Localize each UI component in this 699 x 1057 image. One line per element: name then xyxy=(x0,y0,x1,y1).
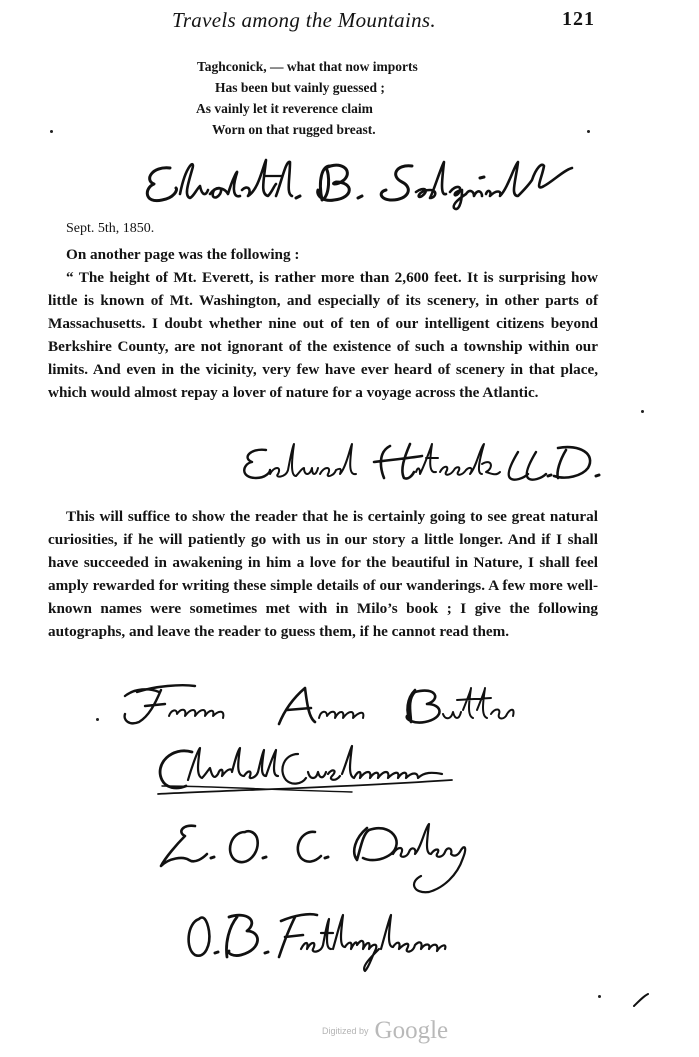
signature-hitchcock xyxy=(240,438,605,488)
scan-speck xyxy=(50,130,53,133)
scan-speck xyxy=(598,995,601,998)
ink-mark xyxy=(632,990,652,1010)
closing-paragraph xyxy=(48,505,598,643)
intro-line: On another page was the following : xyxy=(66,246,300,263)
poem-line: Taghconick, — what that now imports xyxy=(197,59,418,74)
scan-speck xyxy=(96,718,99,721)
signature-sedgwick xyxy=(140,150,580,210)
signature-cushman xyxy=(152,740,472,810)
poem-line: Worn on that rugged breast. xyxy=(212,122,376,137)
google-logo: Google xyxy=(374,1017,449,1044)
quotation-paragraph: “ The height of Mt. Everett, is rather more than 2,600 feet. It is surprising how little is known of Mt. Washington, and especially of its scenery, in other parts of Massachusetts. I doubt whether nine out of ten of our intelligent citizens beyond Berkshire County, are not ignorant of the existence of such a township within our limits. And even in the vicinity, very few have ever heard of scenery in that place, which would almost repay a lover of nature for a voyage across the Atlantic. xyxy=(48,269,598,401)
signature-butler xyxy=(115,680,535,730)
poem-stanza xyxy=(0,56,699,140)
closing-paragraph-text: This will suffice to show the reader that he is certainly going to see great natural curiosities, if he will patiently go with us in our story a little longer. And if I shall have succeeded in awakening in him a love for the beautiful in Nature, I shall feel amply rewarded for writing these simple details of our wanderings. A few more well-known names were sometimes met with in Milo’s book ; I give the following autographs, and leave the reader to guess them, if he cannot read them. xyxy=(48,508,598,640)
quotation-block xyxy=(48,243,598,404)
scan-speck xyxy=(587,130,590,133)
running-title: Travels among the Mountains. xyxy=(172,8,436,32)
poem-line: As vainly let it reverence claim xyxy=(196,101,373,116)
scan-speck xyxy=(641,410,644,413)
digitized-by-google-mark xyxy=(322,1017,448,1047)
signature-darley xyxy=(155,818,495,898)
poem-line: Has been but vainly guessed ; xyxy=(215,80,385,95)
date-line: Sept. 5th, 1850. xyxy=(66,221,155,236)
running-head xyxy=(0,6,699,38)
digitized-label: Digitized by xyxy=(322,1026,369,1036)
signature-frothingham xyxy=(185,905,485,975)
page-number: 121 xyxy=(562,8,595,30)
